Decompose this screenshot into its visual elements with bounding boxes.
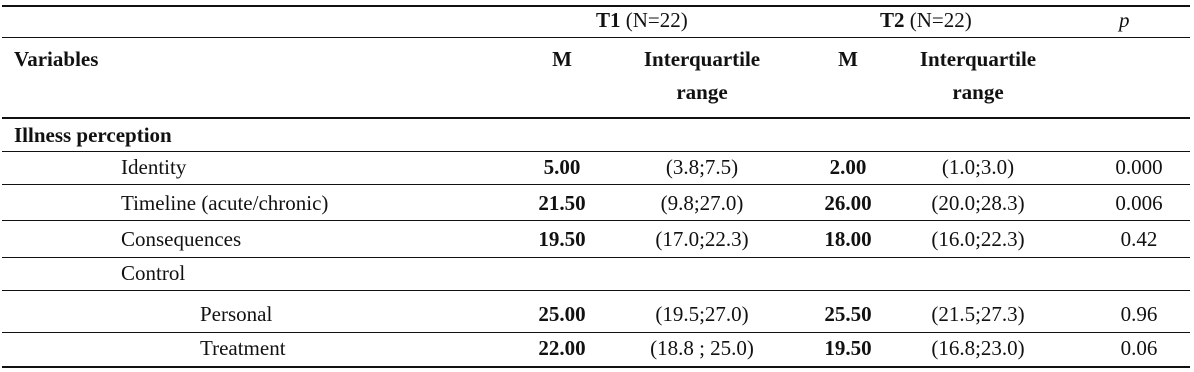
- row-identity-p: 0.000: [1115, 155, 1163, 179]
- t2-label: T2: [880, 8, 905, 32]
- row-treatment-m1: 22.00: [538, 336, 586, 360]
- row-rule: [2, 184, 1190, 185]
- row-identity-iqr2: (1.0;3.0): [941, 155, 1015, 179]
- row-personal-p: 0.96: [1120, 302, 1158, 326]
- row-identity-m2: 2.00: [829, 155, 867, 179]
- variables-header: Variables: [14, 47, 99, 71]
- row-timeline-iqr2: (20.0;28.3): [931, 191, 1025, 215]
- section-rule: [2, 151, 1190, 152]
- row-label-timeline: Timeline (acute/chronic): [121, 191, 329, 215]
- iqr1-header-line2: range: [676, 80, 728, 104]
- row-identity-iqr1: (3.8;7.5): [665, 155, 739, 179]
- row-treatment-m2: 19.50: [824, 336, 872, 360]
- row-rule: [2, 332, 1190, 333]
- t2-n: (N=22): [909, 8, 972, 32]
- table-bottom-rule: [2, 366, 1190, 368]
- row-personal-iqr1: (19.5;27.0): [655, 302, 749, 326]
- column-header-rule: [2, 117, 1190, 119]
- t1-group-header: [596, 8, 688, 32]
- row-label-treatment: Treatment: [200, 336, 286, 360]
- row-label-personal: Personal: [200, 302, 273, 326]
- row-treatment-iqr1: (18.8 ; 25.0): [650, 336, 754, 360]
- m2-header: M: [838, 47, 858, 71]
- row-consequences-m2: 18.00: [824, 227, 872, 251]
- row-label-identity: Identity: [121, 155, 187, 179]
- row-personal-iqr2: (21.5;27.3): [931, 302, 1025, 326]
- section-label: Illness perception: [14, 123, 172, 147]
- row-timeline-p: 0.006: [1115, 191, 1163, 215]
- row-consequences-iqr2: (16.0;22.3): [931, 227, 1025, 251]
- row-timeline-m1: 21.50: [538, 191, 586, 215]
- row-identity-m1: 5.00: [543, 155, 581, 179]
- row-label-consequences: Consequences: [121, 227, 242, 251]
- row-consequences-p: 0.42: [1120, 227, 1158, 251]
- row-timeline-m2: 26.00: [824, 191, 872, 215]
- t1-n: (N=22): [625, 8, 688, 32]
- row-treatment-p: 0.06: [1120, 336, 1158, 360]
- row-rule: [2, 257, 1190, 258]
- table-top-rule: [2, 5, 1190, 7]
- p-header: p: [1119, 8, 1130, 32]
- group-header-rule: [2, 37, 1190, 38]
- iqr1-header-line1: Interquartile: [643, 47, 761, 71]
- m1-header: M: [552, 47, 572, 71]
- row-label-control: Control: [121, 261, 186, 285]
- row-rule: [2, 220, 1190, 221]
- iqr2-header-line1: Interquartile: [919, 47, 1037, 71]
- row-personal-m2: 25.50: [824, 302, 872, 326]
- row-rule: [2, 290, 1190, 291]
- iqr2-header-line2: range: [952, 80, 1004, 104]
- row-personal-m1: 25.00: [538, 302, 586, 326]
- row-treatment-iqr2: (16.8;23.0): [931, 336, 1025, 360]
- t1-label: T1: [596, 8, 621, 32]
- t2-group-header: [880, 8, 972, 32]
- row-consequences-iqr1: (17.0;22.3): [655, 227, 749, 251]
- row-consequences-m1: 19.50: [538, 227, 586, 251]
- row-timeline-iqr1: (9.8;27.0): [660, 191, 744, 215]
